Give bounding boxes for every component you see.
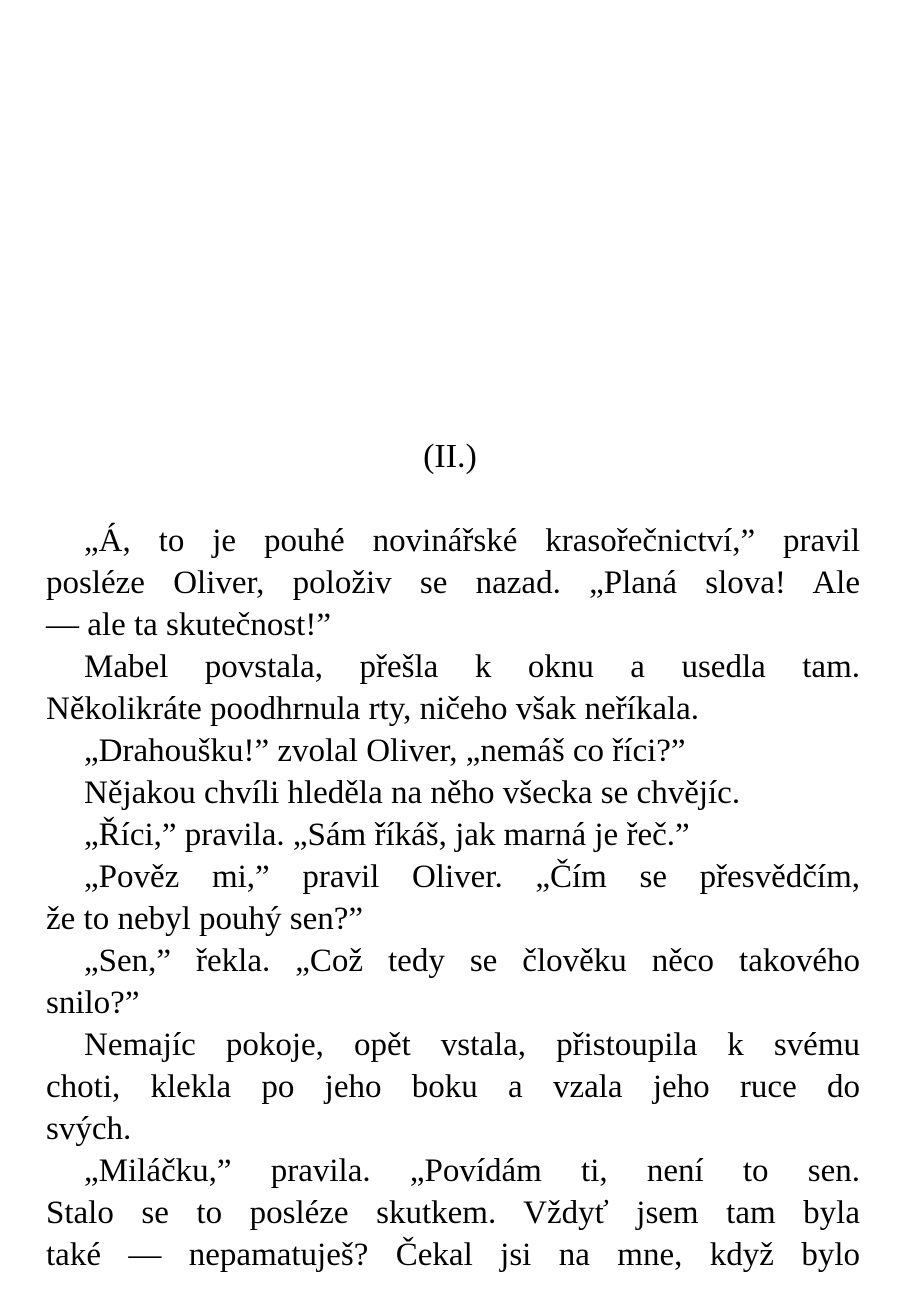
text-line: snilo?” xyxy=(46,985,140,1021)
text-line: Nějakou chvíli hleděla na něho všecka se chvějíc. xyxy=(84,775,741,811)
text-line: Stalo se to posléze skutkem. Vždyť jsem tam byla xyxy=(46,1195,860,1231)
text-line: Nemajíc pokoje, opět vstala, přistoupila k svému xyxy=(84,1027,860,1063)
text-line: Několikráte poodhrnula rty, ničeho však neříkala. xyxy=(46,691,700,727)
text-line: také — nepamatuješ? Čekal jsi na mne, když bylo xyxy=(46,1237,860,1273)
text-line: posléze Oliver, položiv se nazad. „Planá slova! Ale xyxy=(46,565,860,601)
text-line: „Pověz mi,” pravil Oliver. „Čím se přesvědčím, xyxy=(84,859,860,895)
text-line: „Miláčku,” pravila. „Povídám ti, není to sen. xyxy=(84,1153,860,1189)
text-line: „Á, to je pouhé novinářské krasořečnictví,” pravil xyxy=(84,523,860,559)
text-line: Mabel povstala, přešla k oknu a usedla tam. xyxy=(84,649,860,685)
text-line: že to nebyl pouhý sen?” xyxy=(46,901,364,937)
text-line: „Sen,” řekla. „Což tedy se člověku něco takového xyxy=(84,943,860,979)
chapter-heading: (II.) xyxy=(423,438,477,475)
text-line: — ale ta skutečnost!” xyxy=(46,607,331,643)
text-line: „Drahoušku!” zvolal Oliver, „nemáš co říci?” xyxy=(84,733,686,769)
text-line: „Říci,” pravila. „Sám říkáš, jak marná je řeč.” xyxy=(84,817,690,853)
text-line: choti, klekla po jeho boku a vzala jeho ruce do xyxy=(46,1069,860,1105)
body-text xyxy=(46,520,860,1276)
text-line: svých. xyxy=(46,1111,132,1147)
